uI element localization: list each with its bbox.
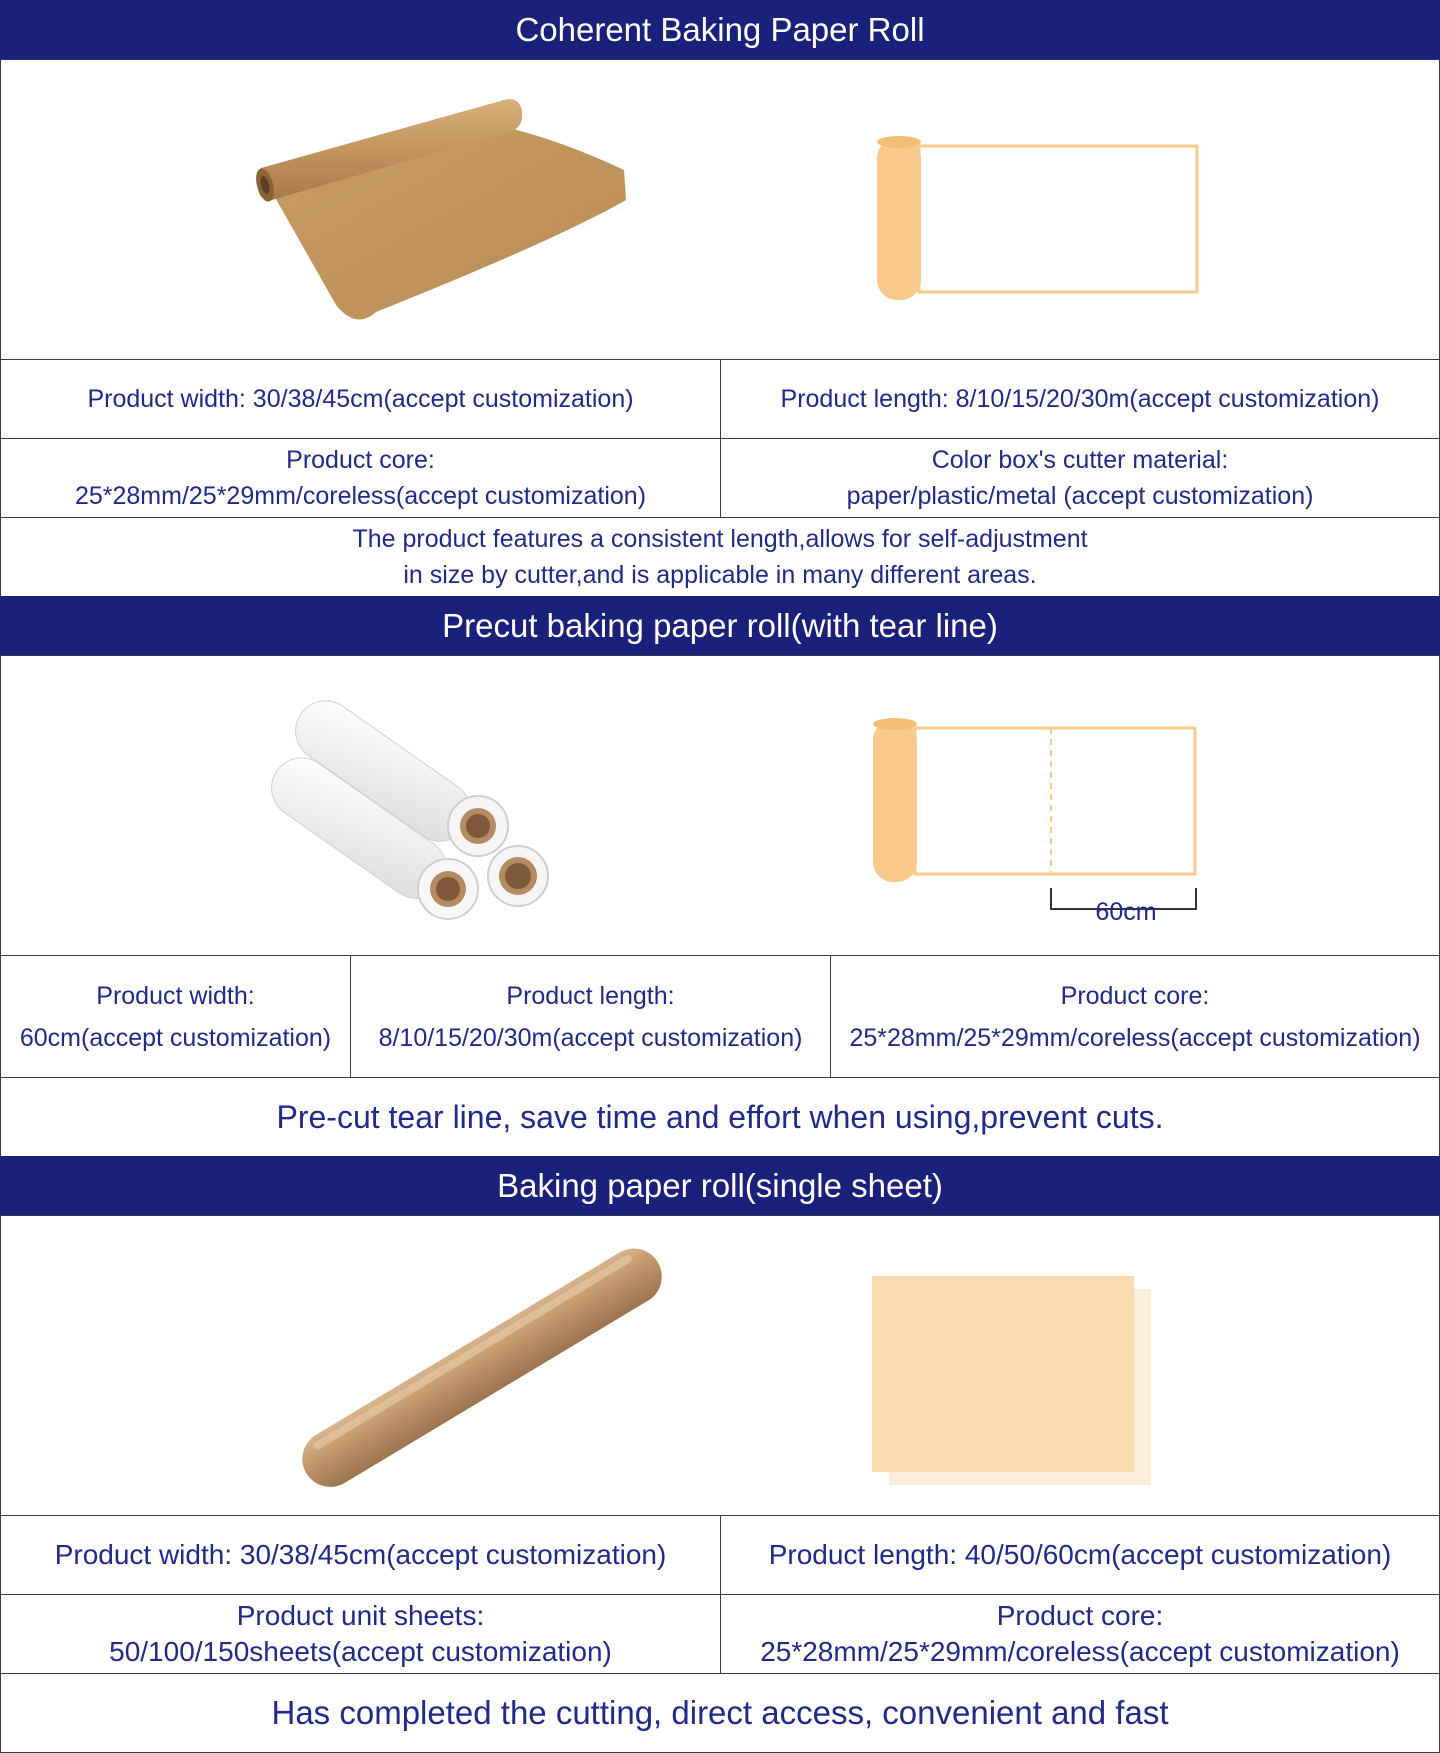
- section2-note: Pre-cut tear line, save time and effort when using,prevent cuts.: [276, 1099, 1164, 1135]
- section3-length-cell: [720, 1515, 1440, 1595]
- section1-core-label: Product core:: [286, 446, 435, 474]
- section1-cutter-value: paper/plastic/metal (accept customization): [846, 482, 1314, 510]
- section3-sheets-value: 50/100/150sheets(accept customization): [109, 1636, 612, 1667]
- section3-length: Product length: 40/50/60cm(accept customization): [768, 1539, 1392, 1570]
- section3-note: Has completed the cutting, direct access, convenient and fast: [271, 1694, 1169, 1731]
- section2-image-row: [0, 655, 1440, 956]
- section2-length-cell: [350, 955, 831, 1078]
- section2-width-label: Product width:: [96, 981, 255, 1010]
- section2-core-label: Product core:: [1060, 981, 1210, 1010]
- section2-note-cell: [0, 1077, 1440, 1157]
- section3-core-label: Product core:: [996, 1600, 1164, 1631]
- tear-line-diagram-image: [871, 712, 1201, 882]
- roll-diagram-image: [875, 134, 1205, 304]
- section3-header: [0, 1156, 1440, 1216]
- section3-image-row: [0, 1215, 1440, 1516]
- section2-title: Precut baking paper roll(with tear line): [442, 607, 998, 644]
- section2-core-cell: [830, 955, 1440, 1078]
- section2-length-label: Product length:: [506, 981, 675, 1010]
- section1-length: Product length: 8/10/15/20/30m(accept customization): [780, 385, 1380, 413]
- kraft-paper-roll-image: [256, 90, 636, 330]
- brown-paper-tube-image: [286, 1236, 676, 1496]
- section3-note-cell: [0, 1673, 1440, 1753]
- section1-cutter-cell: [720, 438, 1440, 518]
- section1-cutter-label: Color box's cutter material:: [931, 446, 1229, 474]
- white-paper-rolls-image: [263, 681, 553, 926]
- section3-core-cell: [720, 1594, 1440, 1674]
- section3-width: Product width: 30/38/45cm(accept customization): [54, 1539, 667, 1570]
- section1-core-value: 25*28mm/25*29mm/coreless(accept customization): [74, 482, 647, 510]
- tear-line-dimension: 60cm: [1095, 898, 1157, 926]
- section1-width-cell: [0, 359, 721, 439]
- sheet-stack-diagram-image: [871, 1275, 1151, 1485]
- section1-description-cell: [0, 517, 1440, 597]
- section1-core-cell: [0, 438, 721, 518]
- section2-core-value: 25*28mm/25*29mm/coreless(accept customization): [849, 1023, 1421, 1052]
- section1-desc-line1: The product features a consistent length,allows for self-adjustment: [352, 525, 1088, 553]
- section3-sheets-cell: [0, 1594, 721, 1674]
- section3-core-value: 25*28mm/25*29mm/coreless(accept customization): [760, 1636, 1400, 1667]
- section1-width: Product width: 30/38/45cm(accept customization): [87, 385, 634, 413]
- section2-width-cell: [0, 955, 351, 1078]
- section2-length-value: 8/10/15/20/30m(accept customization): [378, 1023, 803, 1052]
- section1-title: Coherent Baking Paper Roll: [515, 11, 925, 48]
- section3-sheets-label: Product unit sheets:: [236, 1600, 485, 1631]
- section2-header: [0, 596, 1440, 656]
- section1-header: [0, 0, 1440, 60]
- section1-image-row: [0, 59, 1440, 360]
- section2-width-value: 60cm(accept customization): [19, 1023, 332, 1052]
- section3-width-cell: [0, 1515, 721, 1595]
- section1-length-cell: [720, 359, 1440, 439]
- section1-desc-line2: in size by cutter,and is applicable in many different areas.: [403, 561, 1037, 589]
- section3-title: Baking paper roll(single sheet): [497, 1167, 943, 1204]
